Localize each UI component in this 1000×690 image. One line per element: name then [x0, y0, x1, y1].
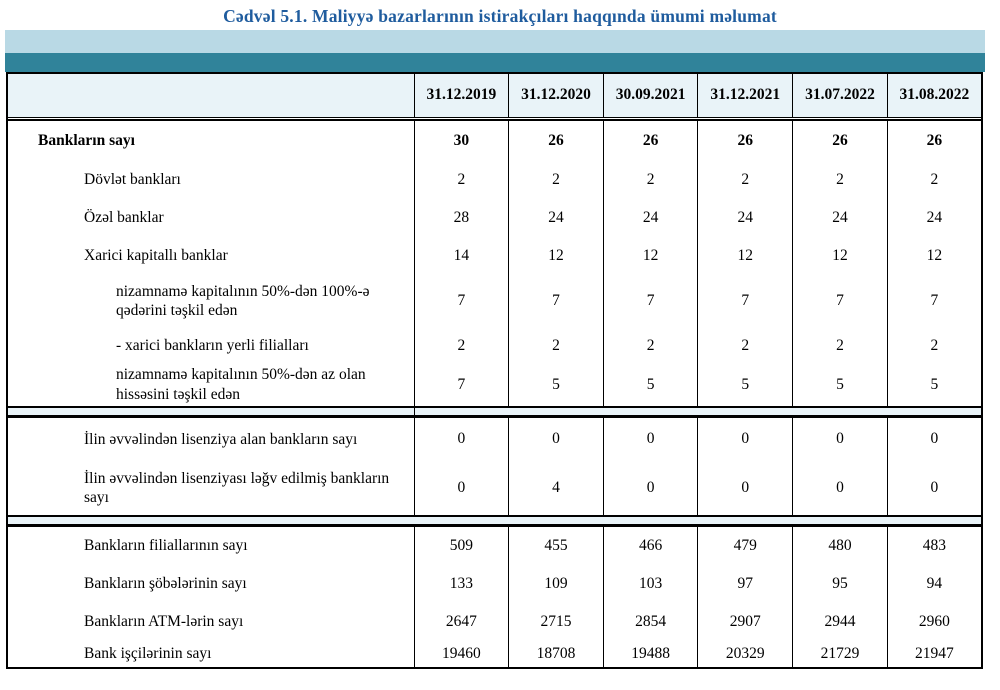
value-cell: 19488	[603, 641, 698, 668]
value-cell: 0	[887, 461, 982, 516]
value-cell: 7	[414, 363, 509, 407]
value-cell: 0	[887, 416, 982, 461]
value-cell: 12	[887, 237, 982, 274]
value-cell: 2	[698, 160, 793, 199]
value-cell: 5	[698, 363, 793, 407]
value-cell: 4	[509, 461, 604, 516]
value-cell: 2647	[414, 603, 509, 641]
column-header: 31.12.2020	[509, 73, 604, 117]
value-cell: 2715	[509, 603, 604, 641]
value-cell: 0	[414, 461, 509, 516]
value-cell: 2	[603, 328, 698, 363]
value-cell: 509	[414, 525, 509, 565]
value-cell: 14	[414, 237, 509, 274]
table-row	[7, 274, 982, 328]
table-row	[7, 461, 982, 516]
value-cell: 7	[887, 274, 982, 328]
table-row	[7, 416, 982, 461]
value-cell: 0	[698, 416, 793, 461]
value-cell: 466	[603, 525, 698, 565]
value-cell: 2	[509, 160, 604, 199]
value-cell: 30	[414, 120, 509, 160]
value-cell: 2	[414, 328, 509, 363]
table-row	[7, 120, 982, 160]
value-cell: 0	[793, 416, 888, 461]
value-cell: 0	[414, 416, 509, 461]
value-cell: 7	[509, 274, 604, 328]
value-cell: 5	[509, 363, 604, 407]
value-cell: 7	[793, 274, 888, 328]
column-header: 30.09.2021	[603, 73, 698, 117]
value-cell: 2944	[793, 603, 888, 641]
row-label: Bank işçilərinin sayı	[7, 641, 414, 668]
row-label: - xarici bankların yerli filialları	[7, 328, 414, 363]
row-label: Bankların filiallarının sayı	[7, 525, 414, 565]
value-cell: 2907	[698, 603, 793, 641]
value-cell: 21729	[793, 641, 888, 668]
header-band-teal	[5, 53, 985, 72]
section-separator	[7, 407, 982, 416]
value-cell: 2	[887, 328, 982, 363]
value-cell: 109	[509, 565, 604, 603]
value-cell: 133	[414, 565, 509, 603]
value-cell: 12	[603, 237, 698, 274]
value-cell: 26	[698, 120, 793, 160]
value-cell: 97	[698, 565, 793, 603]
value-cell: 26	[887, 120, 982, 160]
value-cell: 2	[887, 160, 982, 199]
column-header: 31.12.2019	[414, 73, 509, 117]
value-cell: 7	[698, 274, 793, 328]
table-row	[7, 565, 982, 603]
table-row	[7, 160, 982, 199]
value-cell: 2	[698, 328, 793, 363]
value-cell: 7	[414, 274, 509, 328]
value-cell: 94	[887, 565, 982, 603]
value-cell: 2	[509, 328, 604, 363]
value-cell: 24	[603, 199, 698, 237]
row-label: Bankların şöbələrinin sayı	[7, 565, 414, 603]
value-cell: 12	[793, 237, 888, 274]
value-cell: 26	[793, 120, 888, 160]
value-cell: 12	[698, 237, 793, 274]
value-cell: 2	[603, 160, 698, 199]
row-label: nizamnamə kapitalının 50%-dən az olan hissəsini təşkil edən	[7, 363, 414, 407]
row-label: Özəl banklar	[7, 199, 414, 237]
value-cell: 5	[887, 363, 982, 407]
value-cell: 0	[509, 416, 604, 461]
column-header: 31.07.2022	[793, 73, 888, 117]
page-title: Cədvəl 5.1. Maliyyə bazarlarının istirakçıları haqqında ümumi məlumat	[223, 6, 777, 26]
value-cell: 19460	[414, 641, 509, 668]
value-cell: 0	[698, 461, 793, 516]
value-cell: 24	[698, 199, 793, 237]
value-cell: 28	[414, 199, 509, 237]
row-label: İlin əvvəlindən lisenziya alan bankların sayı	[7, 416, 414, 461]
value-cell: 18708	[509, 641, 604, 668]
value-cell: 95	[793, 565, 888, 603]
value-cell: 20329	[698, 641, 793, 668]
column-header: 31.12.2021	[698, 73, 793, 117]
value-cell: 12	[509, 237, 604, 274]
value-cell: 480	[793, 525, 888, 565]
table-row	[7, 328, 982, 363]
value-cell: 5	[603, 363, 698, 407]
value-cell: 455	[509, 525, 604, 565]
value-cell: 26	[603, 120, 698, 160]
table-header-row	[7, 73, 982, 117]
value-cell: 7	[603, 274, 698, 328]
value-cell: 2	[793, 328, 888, 363]
table-row	[7, 363, 982, 407]
table-row	[7, 525, 982, 565]
row-label: İlin əvvəlindən lisenziyası ləğv edilmiş bankların sayı	[7, 461, 414, 516]
corner-cell	[7, 73, 414, 117]
row-label: Bankların sayı	[7, 120, 414, 160]
header-band-light	[5, 30, 985, 53]
value-cell: 24	[887, 199, 982, 237]
value-cell: 2960	[887, 603, 982, 641]
value-cell: 24	[509, 199, 604, 237]
value-cell: 483	[887, 525, 982, 565]
column-header: 31.08.2022	[887, 73, 982, 117]
value-cell: 0	[793, 461, 888, 516]
value-cell: 5	[793, 363, 888, 407]
value-cell: 2	[793, 160, 888, 199]
value-cell: 24	[793, 199, 888, 237]
table-row	[7, 237, 982, 274]
row-label: Xarici kapitallı banklar	[7, 237, 414, 274]
section-separator	[7, 516, 982, 525]
value-cell: 2	[414, 160, 509, 199]
row-label: Dövlət bankları	[7, 160, 414, 199]
row-label: Bankların ATM-lərin sayı	[7, 603, 414, 641]
value-cell: 21947	[887, 641, 982, 668]
value-cell: 2854	[603, 603, 698, 641]
table-row	[7, 603, 982, 641]
value-cell: 26	[509, 120, 604, 160]
value-cell: 0	[603, 416, 698, 461]
financial-markets-table	[6, 72, 983, 669]
table-row	[7, 641, 982, 668]
value-cell: 479	[698, 525, 793, 565]
value-cell: 0	[603, 461, 698, 516]
row-label: nizamnamə kapitalının 50%-dən 100%-ə qədərini təşkil edən	[7, 274, 414, 328]
value-cell: 103	[603, 565, 698, 603]
table-row	[7, 199, 982, 237]
table-container	[6, 72, 983, 669]
